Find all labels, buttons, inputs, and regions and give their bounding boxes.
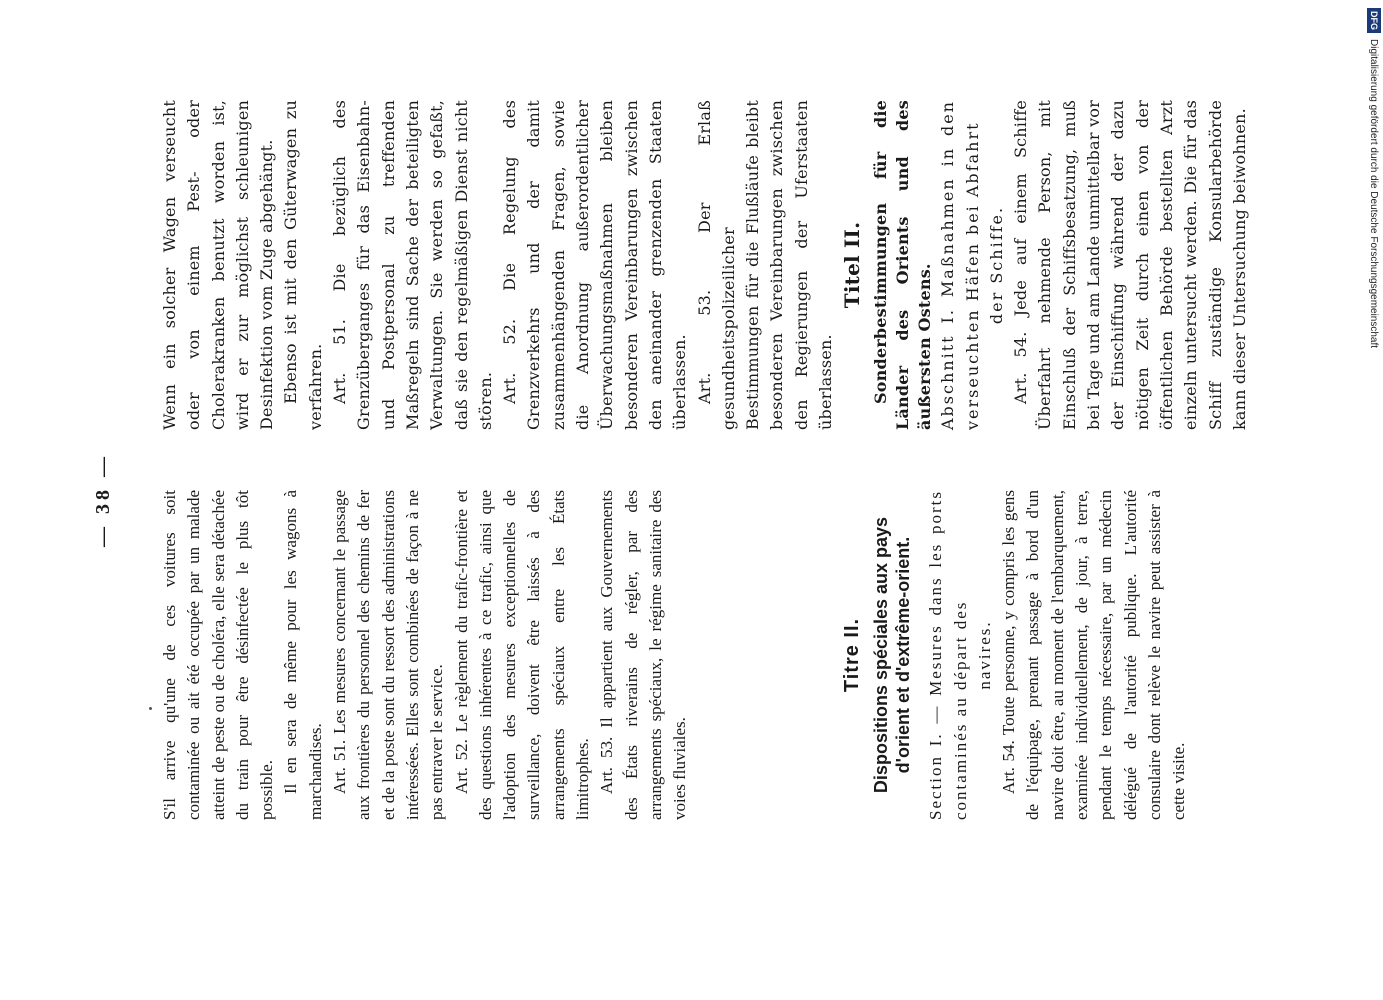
page-number: — 38 — [92,453,114,547]
german-column-bottom [840,100,1252,430]
paragraph: S'il arrive qu'une de ces voitures soit contaminée ou ait été occupée par un malade atteint de peste ou de choléra, elle sera détachée du train pour être désinfectée le plus tôt possible. [160,490,277,820]
german-column-top [158,100,838,430]
paragraph: Art. 54. Toute personne, y compris les gens de l'équipage, prenant passage à bord d'un navire doit être, au moment de l'embarquement, examinée individuellement, de jour, à terre, pendant le temps nécessaire, par un médecin délégué de l'autorité publique. L'autorité consulaire dont relève le navire peut assister à cette visite. [999,490,1189,820]
section-heading-end: der Schiffe. [986,205,1006,325]
title-heading: Titel II. [840,221,864,309]
paragraph: Il en sera de même pour les wagons à marchandises. [281,490,325,820]
section-heading: Abschnitt I. Maßnahmen in den verseuchten Häfen bei Abfahrt [938,100,982,430]
french-column-top [158,490,693,820]
speck [149,707,152,710]
title-heading: Titre II. [841,617,863,693]
french-column-bottom [840,490,1192,820]
paragraph: Art. 51. Les mesures concernant le passage aux frontières du personnel des chemins de fer et de la poste sont du ressort des administrations intéressées. Elles sont combinées de façon à ne pas entraver le service. [330,490,447,820]
credit-text: Digitalisierung gefördert durch die Deutsche Forschungsgemeinschaft [1368,39,1379,349]
paragraph: Art. 53. Der Erlaß gesundheitspolizeilicher Bestimmungen für die Flußläufe bleibt besonderen Vereinbarungen zwischen den Regierungen der Uferstaaten überlassen. [694,100,836,430]
paragraph: Art. 54. Jede auf einem Schiffe Überfahrt nehmende Person, mit Einschluß der Schiffsbesatzung, muß bei Tage und am Lande unmittelbar vor der Einschiffung während der dazu nötigen Zeit durch einen von der öffentlichen Behörde bestellten Arzt einzeln untersucht werden. Die für das Schiff zuständige Konsularbehörde kann dieser Untersuchung beiwohnen. [1011,100,1249,430]
paragraph: Art. 53. Il appartient aux Gouvernements des États riverains de régler, par des arrangements spéciaux, le régime sanitaire des voies fluviales. [597,490,690,820]
section-heading-end: navires. [974,620,994,690]
title-subheading: Dispositions spéciales aux pays d'orient et d'extrême-orient. [871,516,914,794]
paragraph: Wenn ein solcher Wagen verseucht oder von einem Pest- oder Cholerakranken benutzt worden ist, wird er zur möglichst schleunigen Desinfektion vom Zuge abgehängt. [160,100,277,430]
paragraph: Art. 51. Die bezüglich des Grenzüberganges für das Eisenbahn- und Postpersonal zu treffenden Maßregeln sind Sache der beteiligten Verwaltungen. Sie werden so gefaßt, daß sie den regelmäßigen Dienst nicht stören. [330,100,495,430]
digitization-credit [1362,8,1383,428]
paragraph: Art. 52. Die Regelung des Grenzverkehrs und der damit zusammenhängenden Fragen, sowie die Anordnung außerordentlicher Überwachungsmaßnahmen bleiben besonderen Vereinbarungen zwischen den aneinander grenzenden Staaten überlassen. [500,100,690,430]
title-subheading: Sonderbestimmungen für die Länder des Orients und des äußersten Ostens. [871,100,935,430]
dfg-logo: DFG [1367,8,1381,33]
paragraph: Art. 52. Le règlement du trafic-frontière et des questions inhérentes à ce trafic, ainsi que l'adoption des mesures exceptionnelles de surveillance, doivent être laissés à des arrangements spéciaux entre les États limitrophes. [451,490,593,820]
section-heading: Section I. — Mesures dans les ports contaminés au départ des [926,490,970,820]
paragraph: Ebenso ist mit den Güterwagen zu verfahren. [281,100,325,430]
